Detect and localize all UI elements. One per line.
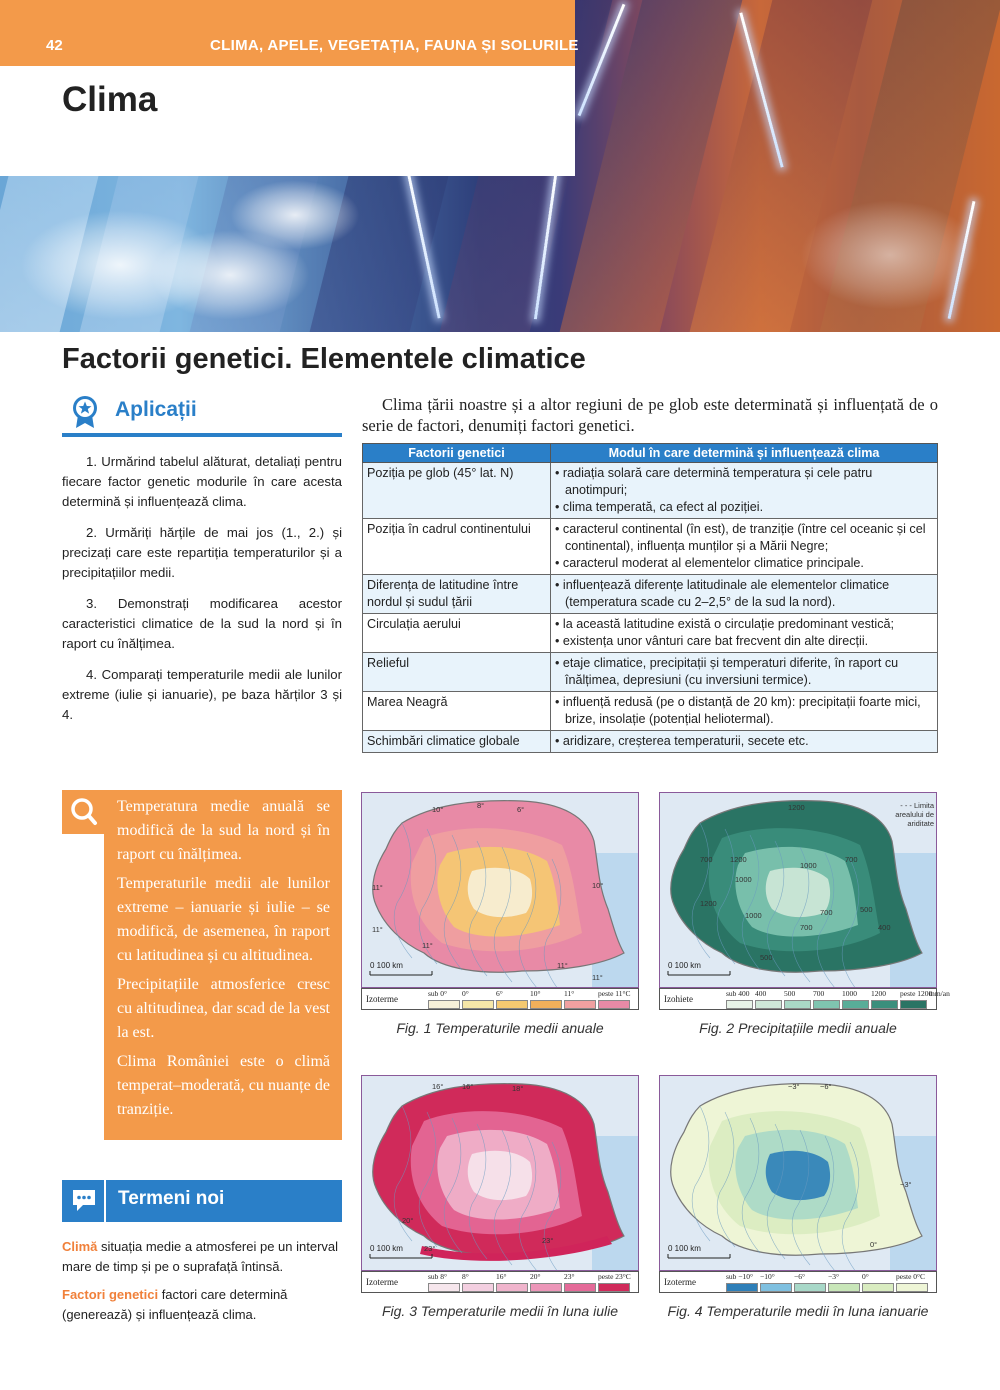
legend-swatch — [530, 1283, 562, 1292]
map-value-label: 1000 — [800, 861, 817, 870]
term-keyword: Factori genetici — [62, 1287, 159, 1302]
list-item: 3. Demonstrați modificarea acestor caracteristici climatice de la sud la nord și în raport cu înălțimea. — [62, 596, 342, 651]
table-cell: Relieful — [363, 653, 551, 692]
legend-swatch — [428, 1000, 460, 1009]
section-title: Factorii genetici. Elementele climatice — [62, 343, 586, 375]
map-value-label: 400 — [878, 923, 891, 932]
summary-item: Temperaturile medii ale lunilor extreme – ianuarie și iulie – se modifică, de asemenea, în raport cu latitudinea și cu altitudinea. — [117, 875, 330, 964]
summary-text — [117, 795, 330, 1127]
table-cell: Poziția în cadrul continentului — [363, 519, 551, 575]
legend-value: 700 — [813, 989, 825, 998]
map-value-label: 700 — [845, 855, 858, 864]
legend-swatch — [794, 1283, 826, 1292]
map-value-label: 16° — [462, 1082, 474, 1091]
table-cell: • la această latitudine există o circulație predominant vestică; • existența unor vânturi care bat frecvent din alte direcții. — [551, 614, 938, 653]
map-value-label: 6° — [517, 805, 525, 814]
map-value-label: −6° — [820, 1082, 832, 1091]
map-value-label: 1000 — [735, 875, 752, 884]
map-value-label: 23° — [424, 1244, 436, 1253]
legend-swatch — [760, 1283, 792, 1292]
map-value-label: 700 — [700, 855, 713, 864]
map-caption: Fig. 4 Temperaturile medii în luna ianuarie — [667, 1303, 929, 1319]
term-definition: situația medie a atmosferei pe un interval mare de timp și pe o suprafață întinsă. — [62, 1239, 339, 1274]
list-item: 2. Urmăriți hărțile de mai jos (1., 2.) și precizați care este repartiția temperaturilor și a precipitațiilor medii. — [62, 525, 342, 580]
legend-swatch — [828, 1283, 860, 1292]
map-value-label: −3° — [788, 1082, 800, 1091]
legend-swatch — [813, 1000, 840, 1009]
map-legend — [361, 1271, 639, 1293]
legend-swatch — [428, 1283, 460, 1292]
map-value-label: 11° — [372, 925, 383, 934]
legend-value: 0° — [862, 1272, 869, 1281]
term-item — [62, 1237, 342, 1277]
legend-value: sub 400 — [726, 989, 750, 998]
map-figure-1 — [361, 792, 639, 988]
legend-swatch — [900, 1000, 927, 1009]
map-value-label: 16° — [432, 1082, 444, 1091]
legend-swatch — [564, 1000, 596, 1009]
legend-label: Izoterme — [366, 994, 398, 1004]
table-cell: Diferența de latitudine între nordul și sudul țării — [363, 575, 551, 614]
legend-swatch — [862, 1283, 894, 1292]
page-number: 42 — [46, 37, 63, 54]
summary-item: Clima României este o climă temperat–moderată, cu nuanțe de tranziție. — [117, 1053, 330, 1118]
legend-label: Izohiete — [664, 994, 693, 1004]
legend-swatch — [784, 1000, 811, 1009]
map-value-label: 700 — [820, 908, 833, 917]
map-value-label: 700 — [800, 923, 813, 932]
map-scale: 0 100 km — [668, 961, 701, 970]
legend-value: sub −10° — [726, 1272, 754, 1281]
map-note: - - - Limita arealului de ariditate — [895, 801, 934, 828]
legend-swatch — [462, 1283, 494, 1292]
legend-swatch — [598, 1283, 630, 1292]
legend-value: 1200 — [871, 989, 886, 998]
aplicatii-title: Aplicații — [115, 398, 197, 421]
map-value-label: 11° — [557, 961, 568, 970]
map-caption: Fig. 3 Temperaturile medii în luna iulie — [381, 1303, 619, 1319]
intro-paragraph: Clima țării noastre și a altor regiuni de pe glob este determinată și influențată de o serie de factori, denumiți factori genetici. — [362, 395, 938, 435]
term-definition: factori care determină (generează) și influențează clima. — [62, 1287, 288, 1322]
legend-label: Izoterme — [664, 1277, 696, 1287]
table-row — [363, 519, 938, 575]
map-figure-3 — [361, 1075, 639, 1271]
map-value-label: 23° — [542, 1236, 554, 1245]
map-value-label: 11° — [592, 973, 603, 982]
map-scale: 0 100 km — [668, 1244, 701, 1253]
legend-value: −3° — [828, 1272, 839, 1281]
legend-value: −10° — [760, 1272, 775, 1281]
map-value-label: 10° — [432, 805, 444, 814]
table-cell: Schimbări climatice globale — [363, 731, 551, 753]
term-item — [62, 1285, 342, 1325]
legend-swatch — [842, 1000, 869, 1009]
table-header: Factorii genetici — [363, 444, 551, 463]
term-keyword: Climă — [62, 1239, 98, 1254]
table-row — [363, 692, 938, 731]
legend-value: sub 0° — [428, 989, 448, 998]
table-cell: • caracterul continental (în est), de tranziție (între cel oceanic și cel continental), influența munților și a Mării Negre; • caracterul moderat al elementelor climatice principale. — [551, 519, 938, 575]
legend-value: −6° — [794, 1272, 805, 1281]
legend-value: 500 — [784, 989, 796, 998]
map-value-label: 18° — [512, 1084, 524, 1093]
legend-value: peste 0°C — [896, 1272, 926, 1281]
chapter-title: CLIMA, APELE, VEGETAȚIA, FAUNA ȘI SOLURILE — [210, 37, 579, 54]
legend-value: peste 23°C — [598, 1272, 631, 1281]
table-cell: • etaje climatice, precipitații și temperaturi diferite, în raport cu înălțimea, depresiuni (cu inversiuni termice). — [551, 653, 938, 692]
map-value-label: 1200 — [788, 803, 805, 812]
legend-swatch — [496, 1283, 528, 1292]
map-value-label: 0° — [870, 1240, 878, 1249]
map-value-label: 1000 — [745, 911, 762, 920]
map-value-label: 500 — [860, 905, 873, 914]
map-legend — [659, 988, 950, 1010]
map-legend — [361, 988, 639, 1010]
summary-icon-column — [62, 790, 104, 1140]
map-value-label: 20° — [402, 1216, 414, 1225]
legend-value: sub 8° — [428, 1272, 448, 1281]
legend-swatch — [530, 1000, 562, 1009]
map-scale: 0 100 km — [370, 961, 403, 970]
page-title: Clima — [62, 80, 158, 119]
table-cell: Poziția pe glob (45° lat. N) — [363, 463, 551, 519]
table-header: Modul în care determină și influențează clima — [551, 444, 938, 463]
magnifier-icon — [70, 797, 98, 827]
legend-value: 11° — [564, 989, 575, 998]
divider — [62, 433, 342, 437]
legend-swatch — [726, 1000, 753, 1009]
map-value-label: 11° — [422, 941, 433, 950]
map-value-label: 500 — [760, 953, 773, 962]
award-icon — [70, 395, 100, 429]
legend-value: peste 1200 — [900, 989, 933, 998]
legend-swatch — [871, 1000, 898, 1009]
table-cell: • influență redusă (pe o distanță de 20 km): precipitații foarte mici, brize, insolație (potențial heliotermal). — [551, 692, 938, 731]
map-figure-4 — [659, 1075, 937, 1271]
legend-value: 1000 — [842, 989, 857, 998]
map-caption: Fig. 1 Temperaturile medii anuale — [396, 1020, 604, 1036]
map-value-label: 10° — [592, 881, 604, 890]
summary-item: Temperatura medie anuală se modifică de la sud la nord și în raport cu înălțimea. — [117, 798, 330, 863]
aplicatii-list — [62, 452, 342, 736]
legend-value: 23° — [564, 1272, 575, 1281]
map-value-label: 8° — [477, 801, 485, 810]
table-cell: Marea Neagră — [363, 692, 551, 731]
map-legend — [659, 1271, 937, 1293]
legend-value: 400 — [755, 989, 767, 998]
legend-value: 8° — [462, 1272, 469, 1281]
map-value-label: 1200 — [730, 855, 747, 864]
termeni-list — [62, 1237, 342, 1333]
legend-value: peste 11°C — [598, 989, 631, 998]
legend-swatch — [896, 1283, 928, 1292]
map-value-label: 11° — [372, 883, 383, 892]
chapter-bar — [0, 0, 575, 66]
map-caption: Fig. 2 Precipitațiile medii anuale — [699, 1020, 897, 1036]
legend-value: 16° — [496, 1272, 507, 1281]
legend-value: 20° — [530, 1272, 541, 1281]
legend-value: 0° — [462, 989, 469, 998]
legend-swatch — [462, 1000, 494, 1009]
legend-swatch — [726, 1283, 758, 1292]
speech-bubble-icon — [71, 1187, 97, 1213]
legend-swatch — [755, 1000, 782, 1009]
table-row — [363, 463, 938, 519]
legend-value: 10° — [530, 989, 541, 998]
factors-table — [362, 443, 938, 753]
table-cell: • aridizare, creșterea temperaturii, secete etc. — [551, 731, 938, 753]
legend-swatch — [496, 1000, 528, 1009]
termeni-title: Termeni noi — [118, 1188, 225, 1209]
table-row — [363, 653, 938, 692]
legend-swatch — [564, 1283, 596, 1292]
map-scale: 0 100 km — [370, 1244, 403, 1253]
legend-value: mm/an — [929, 989, 950, 998]
table-row — [363, 731, 938, 753]
table-row — [363, 614, 938, 653]
list-item: 1. Urmărind tabelul alăturat, detaliați pentru fiecare factor genetic modurile în care acesta determină și influențează clima. — [62, 454, 342, 509]
legend-label: Izoterme — [366, 1277, 398, 1287]
table-cell: • radiația solară care determină temperatura și cele patru anotimpuri; • clima temperată, ca efect al poziției. — [551, 463, 938, 519]
table-cell: • influențează diferențe latitudinale ale elementelor climatice (temperatura scade cu 2–2,5° de la sud la nord). — [551, 575, 938, 614]
table-cell: Circulația aerului — [363, 614, 551, 653]
map-figure-2 — [659, 792, 937, 988]
map-value-label: 1200 — [700, 899, 717, 908]
list-item: 4. Comparați temperaturile medii ale lunilor extreme (iulie și ianuarie), pe baza hărților 3 și 4. — [62, 667, 342, 722]
legend-value: 6° — [496, 989, 503, 998]
summary-item: Precipitațiile atmosferice cresc cu altitudinea, dar scad de la vest la est. — [117, 976, 330, 1041]
legend-swatch — [598, 1000, 630, 1009]
map-value-label: −3° — [900, 1180, 912, 1189]
table-row — [363, 575, 938, 614]
